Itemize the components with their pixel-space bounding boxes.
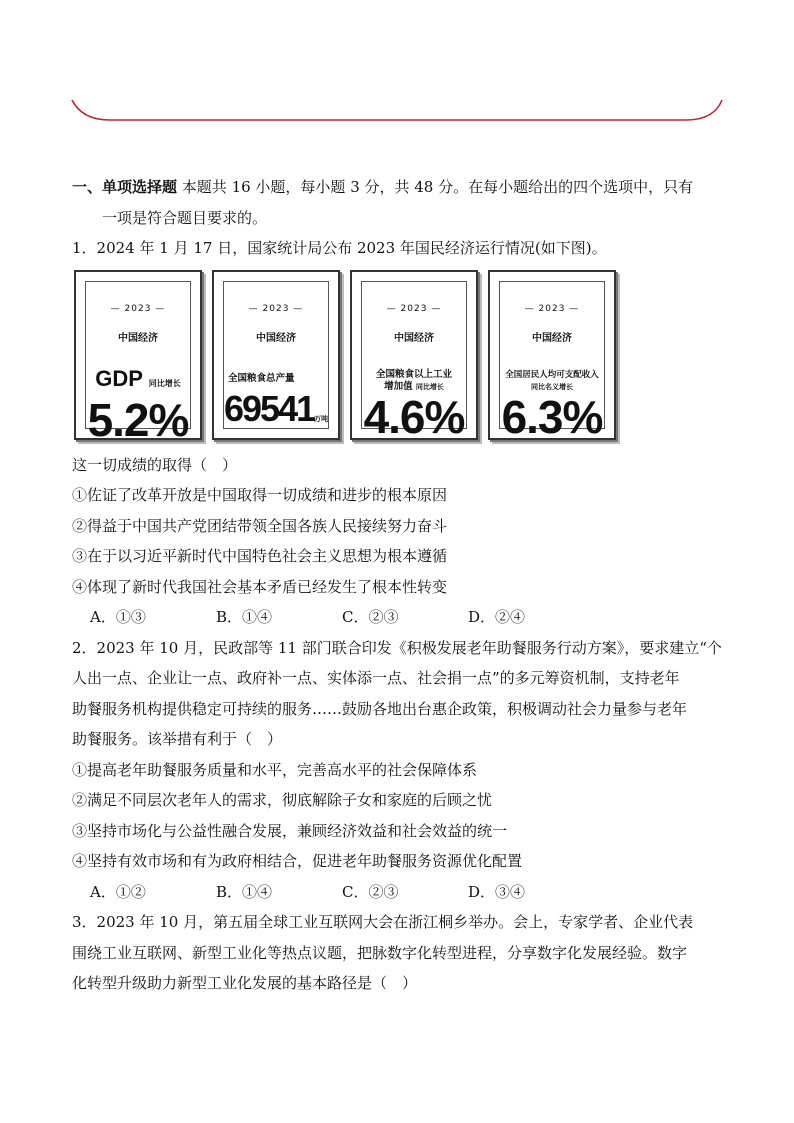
q2-option-a[interactable]: A．①② bbox=[90, 882, 146, 901]
q3-stem: 化转型升级助力新型工业化发展的基本路径是（ ） bbox=[72, 974, 418, 992]
q3-stem: 围绕工业互联网、新型工业化等热点议题，把脉数字化转型进程，分享数字化发展经验。数字 bbox=[72, 943, 688, 962]
section-heading bbox=[72, 172, 724, 203]
card-sub: 同比增长 bbox=[415, 382, 444, 391]
q1-option-b[interactable]: B．①④ bbox=[216, 608, 273, 626]
q3-stem: 3．2023 年 10 月，第五届全球工业互联网大会在浙江桐乡举办。会上，专家学者、企业代表 bbox=[72, 913, 694, 931]
card-label: 全国粮食以上工业 bbox=[375, 368, 452, 380]
card-value: 4.6% bbox=[363, 390, 465, 443]
card-label: 全国粮食总产量 bbox=[228, 372, 295, 384]
exam-content bbox=[72, 172, 724, 999]
card-brand: 中国经济 bbox=[394, 333, 434, 344]
card-year: — 2023 — bbox=[524, 303, 580, 314]
q2-stem: 2．2023 年 10 月，民政部等 11 部门联合印发《积极发展老年助餐服务行动方案》，要求建立“个 bbox=[72, 638, 722, 657]
q1-item: ④体现了新时代我国社会基本矛盾已经发生了根本性转变 bbox=[72, 577, 448, 596]
q2-option-d[interactable]: D．③④ bbox=[468, 882, 526, 901]
card-unit: 万吨 bbox=[314, 414, 329, 423]
header-curve-line bbox=[72, 100, 722, 120]
card-brand: 中国经济 bbox=[256, 333, 296, 344]
q2-option-c[interactable]: C．②③ bbox=[342, 882, 399, 901]
card-year: — 2023 — bbox=[110, 303, 166, 314]
q1-prompt: 这一切成绩的取得（ ） bbox=[72, 455, 238, 474]
card-label-2: 增加值 bbox=[384, 380, 413, 392]
q1-options bbox=[72, 602, 724, 633]
q1-stem: 1．2024 年 1 月 17 日，国家统计局公布 2023 年国民经济运行情况(如下图)。 bbox=[72, 239, 607, 257]
card-sub: 同比增长 bbox=[148, 378, 181, 388]
section-title: 一、单项选择题 bbox=[72, 178, 178, 196]
q1-item: ①佐证了改革开放是中国取得一切成绩和进步的根本原因 bbox=[72, 486, 448, 504]
statistics-cards bbox=[74, 270, 724, 446]
card-industrial-value bbox=[350, 270, 478, 443]
q2-item: ④坚持有效市场和有为政府相结合，促进老年助餐服务资源优化配置 bbox=[72, 852, 523, 870]
card-sub: 同比名义增长 bbox=[531, 382, 573, 391]
q2-item: ③坚持市场化与公益性融合发展，兼顾经济效益和社会效益的统一 bbox=[72, 821, 508, 840]
card-brand: 中国经济 bbox=[118, 333, 158, 344]
card-grain-output bbox=[212, 270, 340, 440]
card-year: — 2023 — bbox=[386, 303, 442, 314]
q1-option-c[interactable]: C．②③ bbox=[342, 608, 399, 626]
card-income bbox=[488, 270, 616, 443]
card-gdp bbox=[74, 270, 202, 446]
card-label: 全国居民人均可支配收入 bbox=[505, 369, 599, 380]
card-value: 5.2% bbox=[87, 393, 189, 446]
card-year: — 2023 — bbox=[248, 303, 304, 314]
q1-option-a[interactable]: A．①③ bbox=[90, 608, 146, 626]
q2-item: ①提高老年助餐服务质量和水平，完善高水平的社会保障体系 bbox=[72, 760, 478, 779]
header-decoration-curve bbox=[0, 0, 794, 130]
card-brand: 中国经济 bbox=[532, 333, 572, 344]
section-instruction-cont: 一项是符合题目要求的。 bbox=[102, 208, 268, 227]
q2-stem: 助餐服务机构提供稳定可持续的服务……鼓励各地出台惠企政策，积极调动社会力量参与老年 bbox=[72, 699, 688, 718]
q2-option-b[interactable]: B．①④ bbox=[216, 882, 273, 901]
q2-item: ②满足不同层次老年人的需求，彻底解除子女和家庭的后顾之忧 bbox=[72, 791, 493, 809]
q2-options bbox=[72, 877, 724, 908]
q2-stem: 助餐服务。该举措有利于（ ） bbox=[72, 730, 283, 748]
q1-item: ③在于以习近平新时代中国特色社会主义思想为根本遵循 bbox=[72, 547, 448, 565]
card-label: GDP bbox=[95, 365, 143, 391]
q2-stem: 人出一点、企业让一点、政府补一点、实体添一点、社会捐一点”的多元筹资机制，支持老年 bbox=[72, 669, 680, 687]
q1-option-d[interactable]: D．②④ bbox=[468, 608, 526, 626]
q1-item: ②得益于中国共产党团结带领全国各族人民接续努力奋斗 bbox=[72, 516, 448, 535]
card-value: 69541 bbox=[224, 387, 315, 429]
card-value: 6.3% bbox=[501, 390, 603, 443]
section-instruction: 本题共 16 小题，每小题 3 分，共 48 分。在每小题给出的四个选项中，只有 bbox=[181, 178, 694, 196]
